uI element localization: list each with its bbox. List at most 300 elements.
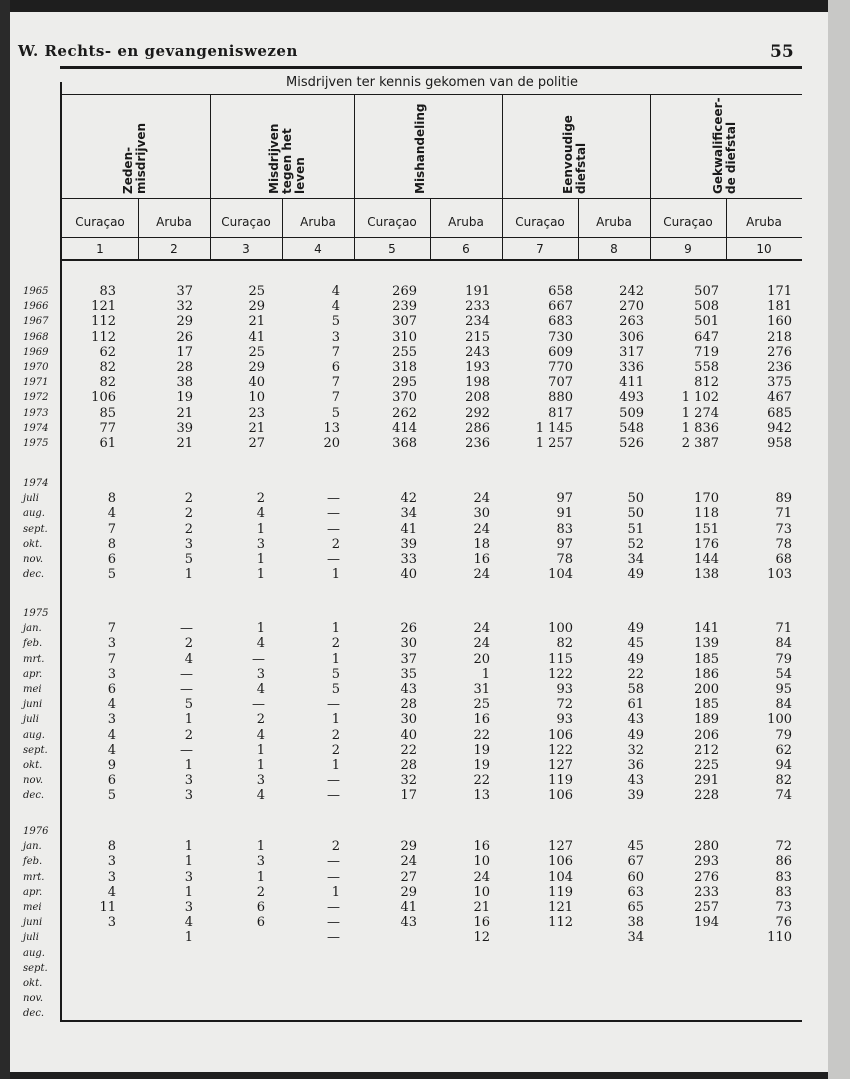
table-cell: 6 [256,900,265,915]
row-label: 1974 [23,478,49,489]
table-cell: 40 [248,375,265,391]
table-cell: 4 [107,884,116,900]
table-cell: 270 [619,299,644,315]
row-label: mrt. [23,653,45,665]
table-cell: 104 [548,567,573,583]
table-cell: 770 [548,360,573,375]
table-cell: 318 [392,360,417,375]
table-cell: 82 [556,636,573,652]
table-cell: 667 [548,299,573,315]
row-label: feb. [23,638,43,650]
column-number: 8 [610,242,618,256]
table-cell: 29 [248,299,265,315]
table-cell: 83 [99,284,116,299]
row-label: nov. [23,775,44,787]
table-cell: — [252,697,265,713]
table-cell: 1 [184,712,193,728]
table-cell: 6 [107,682,116,697]
table-cell: 39 [400,536,417,552]
table-cell: 1 [256,758,265,773]
table-cell: 3 [107,915,116,931]
table-cell: 41 [400,521,417,537]
table-cell: 82 [99,360,116,375]
table-cell: 185 [694,651,719,667]
table-cell: 2 [184,727,193,743]
table-cell: 106 [548,788,573,804]
table-cell: 27 [400,869,417,885]
table-cell: 1 274 [681,405,719,421]
table-cell: 609 [548,344,573,360]
table-cell: 3 [256,536,265,552]
row-label: 1970 [23,362,49,373]
table-cell: 7 [107,651,116,667]
table-cell: 21 [248,314,265,330]
table-cell: 60 [627,869,644,885]
table-cell: 97 [556,491,573,507]
table-cell: 95 [775,682,792,697]
table-cell: 62 [775,742,792,758]
table-cell: 228 [694,788,719,804]
table-cell: 10 [473,884,490,900]
table-cell: 4 [256,788,265,804]
table-cell: 255 [392,344,417,360]
table-cell: 32 [176,299,193,315]
table-cell: — [327,521,340,537]
table-cell: 33 [400,552,417,567]
table-cell: 317 [619,344,644,360]
table-cell: 20 [473,651,490,667]
table-cell: 30 [473,506,490,522]
table-cell: 200 [694,682,719,697]
table-cell: 29 [400,839,417,855]
table-cell: 151 [694,521,719,537]
table-cell: 526 [619,436,644,451]
column-name: Curaçao [663,215,713,229]
table-cell: 28 [400,758,417,773]
table-cell: 2 [331,839,340,855]
table-cell: 233 [465,299,490,315]
table-cell: 4 [331,284,340,299]
table-cell: 2 [184,491,193,507]
row-label: 1975 [23,608,49,619]
table-cell: 2 [256,491,265,507]
table-cell: 375 [767,375,792,391]
table-cell: 29 [176,314,193,330]
row-label: nov. [23,554,44,565]
table-cell: — [327,854,340,870]
table-cell: 191 [465,284,490,299]
table-cell: 62 [99,344,116,360]
table-cell: 112 [548,915,573,931]
table-cell: 30 [400,636,417,652]
table-cell: 78 [775,536,792,552]
row-label: 1968 [23,331,49,343]
table-cell: 61 [99,436,116,451]
table-cell: 41 [248,329,265,345]
table-cell: 11 [99,900,116,915]
table-cell: 3 [184,773,193,789]
table-cell: 812 [694,375,719,391]
table-cell: 17 [400,788,417,804]
table-cell: 24 [473,567,490,583]
table-cell: 1 145 [535,420,573,436]
table-cell: 16 [473,915,490,931]
table-cell: 269 [392,284,417,299]
table-cell: 24 [473,869,490,885]
table-cell: 37 [176,284,193,299]
row-label: mei [23,684,42,695]
table-cell: 295 [392,375,417,391]
table-cell: 79 [775,651,792,667]
table-cell: 72 [556,697,573,713]
table-cell: 2 [184,521,193,537]
table-cell: 3 [331,329,340,345]
table-cell: 558 [694,360,719,375]
column-name: Aruba [156,215,192,229]
table-cell: 89 [775,491,792,507]
table-cell: 1 257 [535,436,573,451]
table-cell: 28 [176,360,193,375]
table-cell: — [327,900,340,915]
table-cell: 2 [331,536,340,552]
row-label: 1969 [23,346,49,358]
table-cell: 138 [694,567,719,583]
table-cell: 1 [256,621,265,637]
table-cell: 336 [619,360,644,375]
table-cell: 24 [400,854,417,870]
table-cell: 1 [256,839,265,855]
table-cell: 58 [627,682,644,697]
table-cell: 2 [331,742,340,758]
table-cell: 218 [767,329,792,345]
table-cell: 112 [91,314,116,330]
table-cell: 6 [331,360,340,375]
table-cell: 4 [184,651,193,667]
table-cell: 49 [627,651,644,667]
crime-type-label: Zeden-misdrijven [121,123,148,194]
table-cell: 176 [694,536,719,552]
table-cell: 104 [548,869,573,885]
table-cell: 7 [331,390,340,406]
book-spine [0,0,10,1079]
table-cell: 292 [465,405,490,421]
table-cell: 310 [392,329,417,345]
table-cell: 78 [556,552,573,567]
table-cell: 73 [775,521,792,537]
table-cell: — [327,552,340,567]
table-cell: 34 [627,552,644,567]
table-cell: — [327,930,340,946]
table-cell: 100 [548,621,573,637]
column-number: 2 [170,242,178,256]
table-cell: 1 [184,839,193,855]
table-cell: 25 [248,344,265,360]
table-cell: 84 [775,636,792,652]
table-cell: 103 [767,567,792,583]
table-cell: 6 [256,915,265,931]
column-name: Curaçao [515,215,565,229]
table-cell: 85 [99,405,116,421]
table-cell: 34 [400,506,417,522]
table-cell: 49 [627,621,644,637]
table-cell: 86 [775,854,792,870]
table-cell: 2 [256,712,265,728]
table-cell: — [180,742,193,758]
table-cell: 39 [627,788,644,804]
row-label: sept. [23,962,48,974]
row-label: 1973 [23,407,49,419]
crime-type-label: Eenvoudige diefstal [561,115,588,194]
row-label: nov. [23,993,44,1005]
table-cell: 3 [184,869,193,885]
table-cell: 6 [107,773,116,789]
table-cell: 280 [694,839,719,855]
table-cell: 1 [184,854,193,870]
table-cell: 5 [331,666,340,682]
table-cell: 65 [627,900,644,915]
table-cell: 414 [392,420,417,436]
table-cell: 509 [619,405,644,421]
table-cell: 32 [400,773,417,789]
table-cell: 7 [331,375,340,391]
table-cell: 144 [694,552,719,567]
table-cell: 286 [465,420,490,436]
table-cell: 22 [400,742,417,758]
table-cell: 119 [548,773,573,789]
table-cell: 2 [256,884,265,900]
table-cell: 22 [473,773,490,789]
table-cell: 1 [331,567,340,583]
table-cell: 4 [184,915,193,931]
row-label: 1975 [23,438,49,449]
table-cell: 72 [775,839,792,855]
table-cell: 1 [331,651,340,667]
table-cell: 243 [465,344,490,360]
column-number: 5 [388,242,396,256]
table-cell: 4 [331,299,340,315]
table-cell: 10 [473,854,490,870]
column-name: Curaçao [75,215,125,229]
column-name: Aruba [596,215,632,229]
table-cell: 24 [473,521,490,537]
column-number: 10 [756,242,772,256]
table-cell: 54 [775,666,792,682]
table-cell: 1 [331,758,340,773]
row-label: juli [23,932,39,944]
table-cell: 5 [331,314,340,330]
table-cell: 186 [694,666,719,682]
row-label: dec. [23,569,45,581]
table-cell: 730 [548,329,573,345]
table-cell: 21 [176,436,193,451]
table-cell: 26 [400,621,417,637]
table-cell: 4 [107,506,116,522]
table-cell: 1 [184,567,193,583]
row-label: 1972 [23,392,49,404]
column-number: 3 [242,242,250,256]
table-cell: 198 [465,375,490,391]
table-cell: 4 [107,697,116,713]
table-cell: 208 [465,390,490,406]
table-cell: 50 [627,506,644,522]
table-cell: 119 [548,884,573,900]
table-cell: 43 [627,773,644,789]
row-label: aug. [23,508,45,520]
table-cell: 29 [248,360,265,375]
row-label: feb. [23,856,43,868]
column-name: Curaçao [367,215,417,229]
row-label: mei [23,902,42,913]
section-title: W. Rechts- en gevangeniswezen [18,42,298,60]
top-rule [60,66,802,69]
table-cell: 10 [248,390,265,406]
column-name: Aruba [448,215,484,229]
column-number: 7 [536,242,544,256]
table-cell: 16 [473,839,490,855]
table-cell: 83 [775,884,792,900]
table-cell: 185 [694,697,719,713]
table-cell: 4 [107,727,116,743]
table-cell: — [327,506,340,522]
table-cell: 97 [556,536,573,552]
column-number: 6 [462,242,470,256]
table-cell: 121 [91,299,116,315]
table-cell: 9 [107,758,116,773]
table-cell: 225 [694,758,719,773]
table-cell: 236 [767,360,792,375]
table-cell: 1 [331,712,340,728]
table-cell: 121 [548,900,573,915]
table-cell: 508 [694,299,719,315]
table-cell: 71 [775,621,792,637]
table-cell: 40 [400,567,417,583]
table-cell: 212 [694,742,719,758]
table-cell: 38 [627,915,644,931]
table-cell: 45 [627,636,644,652]
table-cell: 112 [91,329,116,345]
column-number: 9 [684,242,692,256]
table-cell: 5 [184,697,193,713]
row-label: dec. [23,790,45,802]
table-cell: 45 [627,839,644,855]
table-cell: 4 [107,742,116,758]
table-cell: 122 [548,666,573,682]
table-cell: 2 [184,636,193,652]
table-cell: 127 [548,758,573,773]
bottom-rule [60,1020,802,1022]
row-label: dec. [23,1008,45,1020]
table-cell: 67 [627,854,644,870]
row-label: 1966 [23,301,49,313]
table-cell: 1 [184,758,193,773]
table-cell: 1 [184,930,193,946]
table-cell: 49 [627,727,644,743]
column-name: Aruba [300,215,336,229]
table-cell: 4 [256,506,265,522]
table-cell: 8 [107,839,116,855]
table-cell: 170 [694,491,719,507]
table-cell: 2 [184,506,193,522]
table-cell: 21 [248,420,265,436]
table-cell: 49 [627,567,644,583]
table-cell: — [180,666,193,682]
table-cell: 262 [392,405,417,421]
table-cell: 39 [176,420,193,436]
table-cell: 276 [767,344,792,360]
table-cell: 507 [694,284,719,299]
table-cell: 38 [176,375,193,391]
table-cell: 71 [775,506,792,522]
table-cell: 4 [256,682,265,697]
table-cell: 1 [256,742,265,758]
table-cell: 31 [473,682,490,697]
table-cell: 1 836 [681,420,719,436]
table-cell: 23 [248,405,265,421]
table-cell: — [327,869,340,885]
table-cell: 76 [775,915,792,931]
table-cell: 719 [694,344,719,360]
table-cell: 41 [400,900,417,915]
table-cell: 77 [99,420,116,436]
table-cell: — [327,697,340,713]
table-cell: 139 [694,636,719,652]
table-cell: 1 [256,869,265,885]
table-cell: 6 [107,552,116,567]
crime-type-label: Gekwalificeer-de diefstal [711,97,738,194]
row-label: juli [23,493,39,505]
table-cell: 880 [548,390,573,406]
table-cell: 160 [767,314,792,330]
table-cell: 5 [107,788,116,804]
table-cell: 817 [548,405,573,421]
table-cell: 83 [775,869,792,885]
table-cell: 118 [694,506,719,522]
table-cell: 8 [107,491,116,507]
table-cell: 25 [473,697,490,713]
table-cell: 110 [767,930,792,946]
table-cell: 22 [627,666,644,682]
table-cell: 3 [256,854,265,870]
table-cell: 50 [627,491,644,507]
table-cell: — [327,491,340,507]
column-number: 4 [314,242,322,256]
table-cell: 74 [775,788,792,804]
table-cell: 236 [465,436,490,451]
row-label: 1967 [23,316,49,328]
table-cell: 493 [619,390,644,406]
table-cell: 233 [694,884,719,900]
row-label: jan. [23,841,42,853]
table-cell: 21 [176,405,193,421]
table-cell: 127 [548,839,573,855]
table-cell: 181 [767,299,792,315]
table-cell: 647 [694,329,719,345]
table-cell: 21 [473,900,490,915]
table-cell: 35 [400,666,417,682]
table-cell: 658 [548,284,573,299]
table-cell: 3 [184,536,193,552]
table-cell: 4 [256,636,265,652]
table-cell: 22 [473,727,490,743]
row-label: 1965 [23,286,49,297]
table-cell: 34 [627,930,644,946]
table-cell: 1 [184,884,193,900]
table-cell: 106 [548,854,573,870]
table-cell: 115 [548,651,573,667]
table-cell: 36 [627,758,644,773]
table-cell: 52 [627,536,644,552]
table-cell: 370 [392,390,417,406]
